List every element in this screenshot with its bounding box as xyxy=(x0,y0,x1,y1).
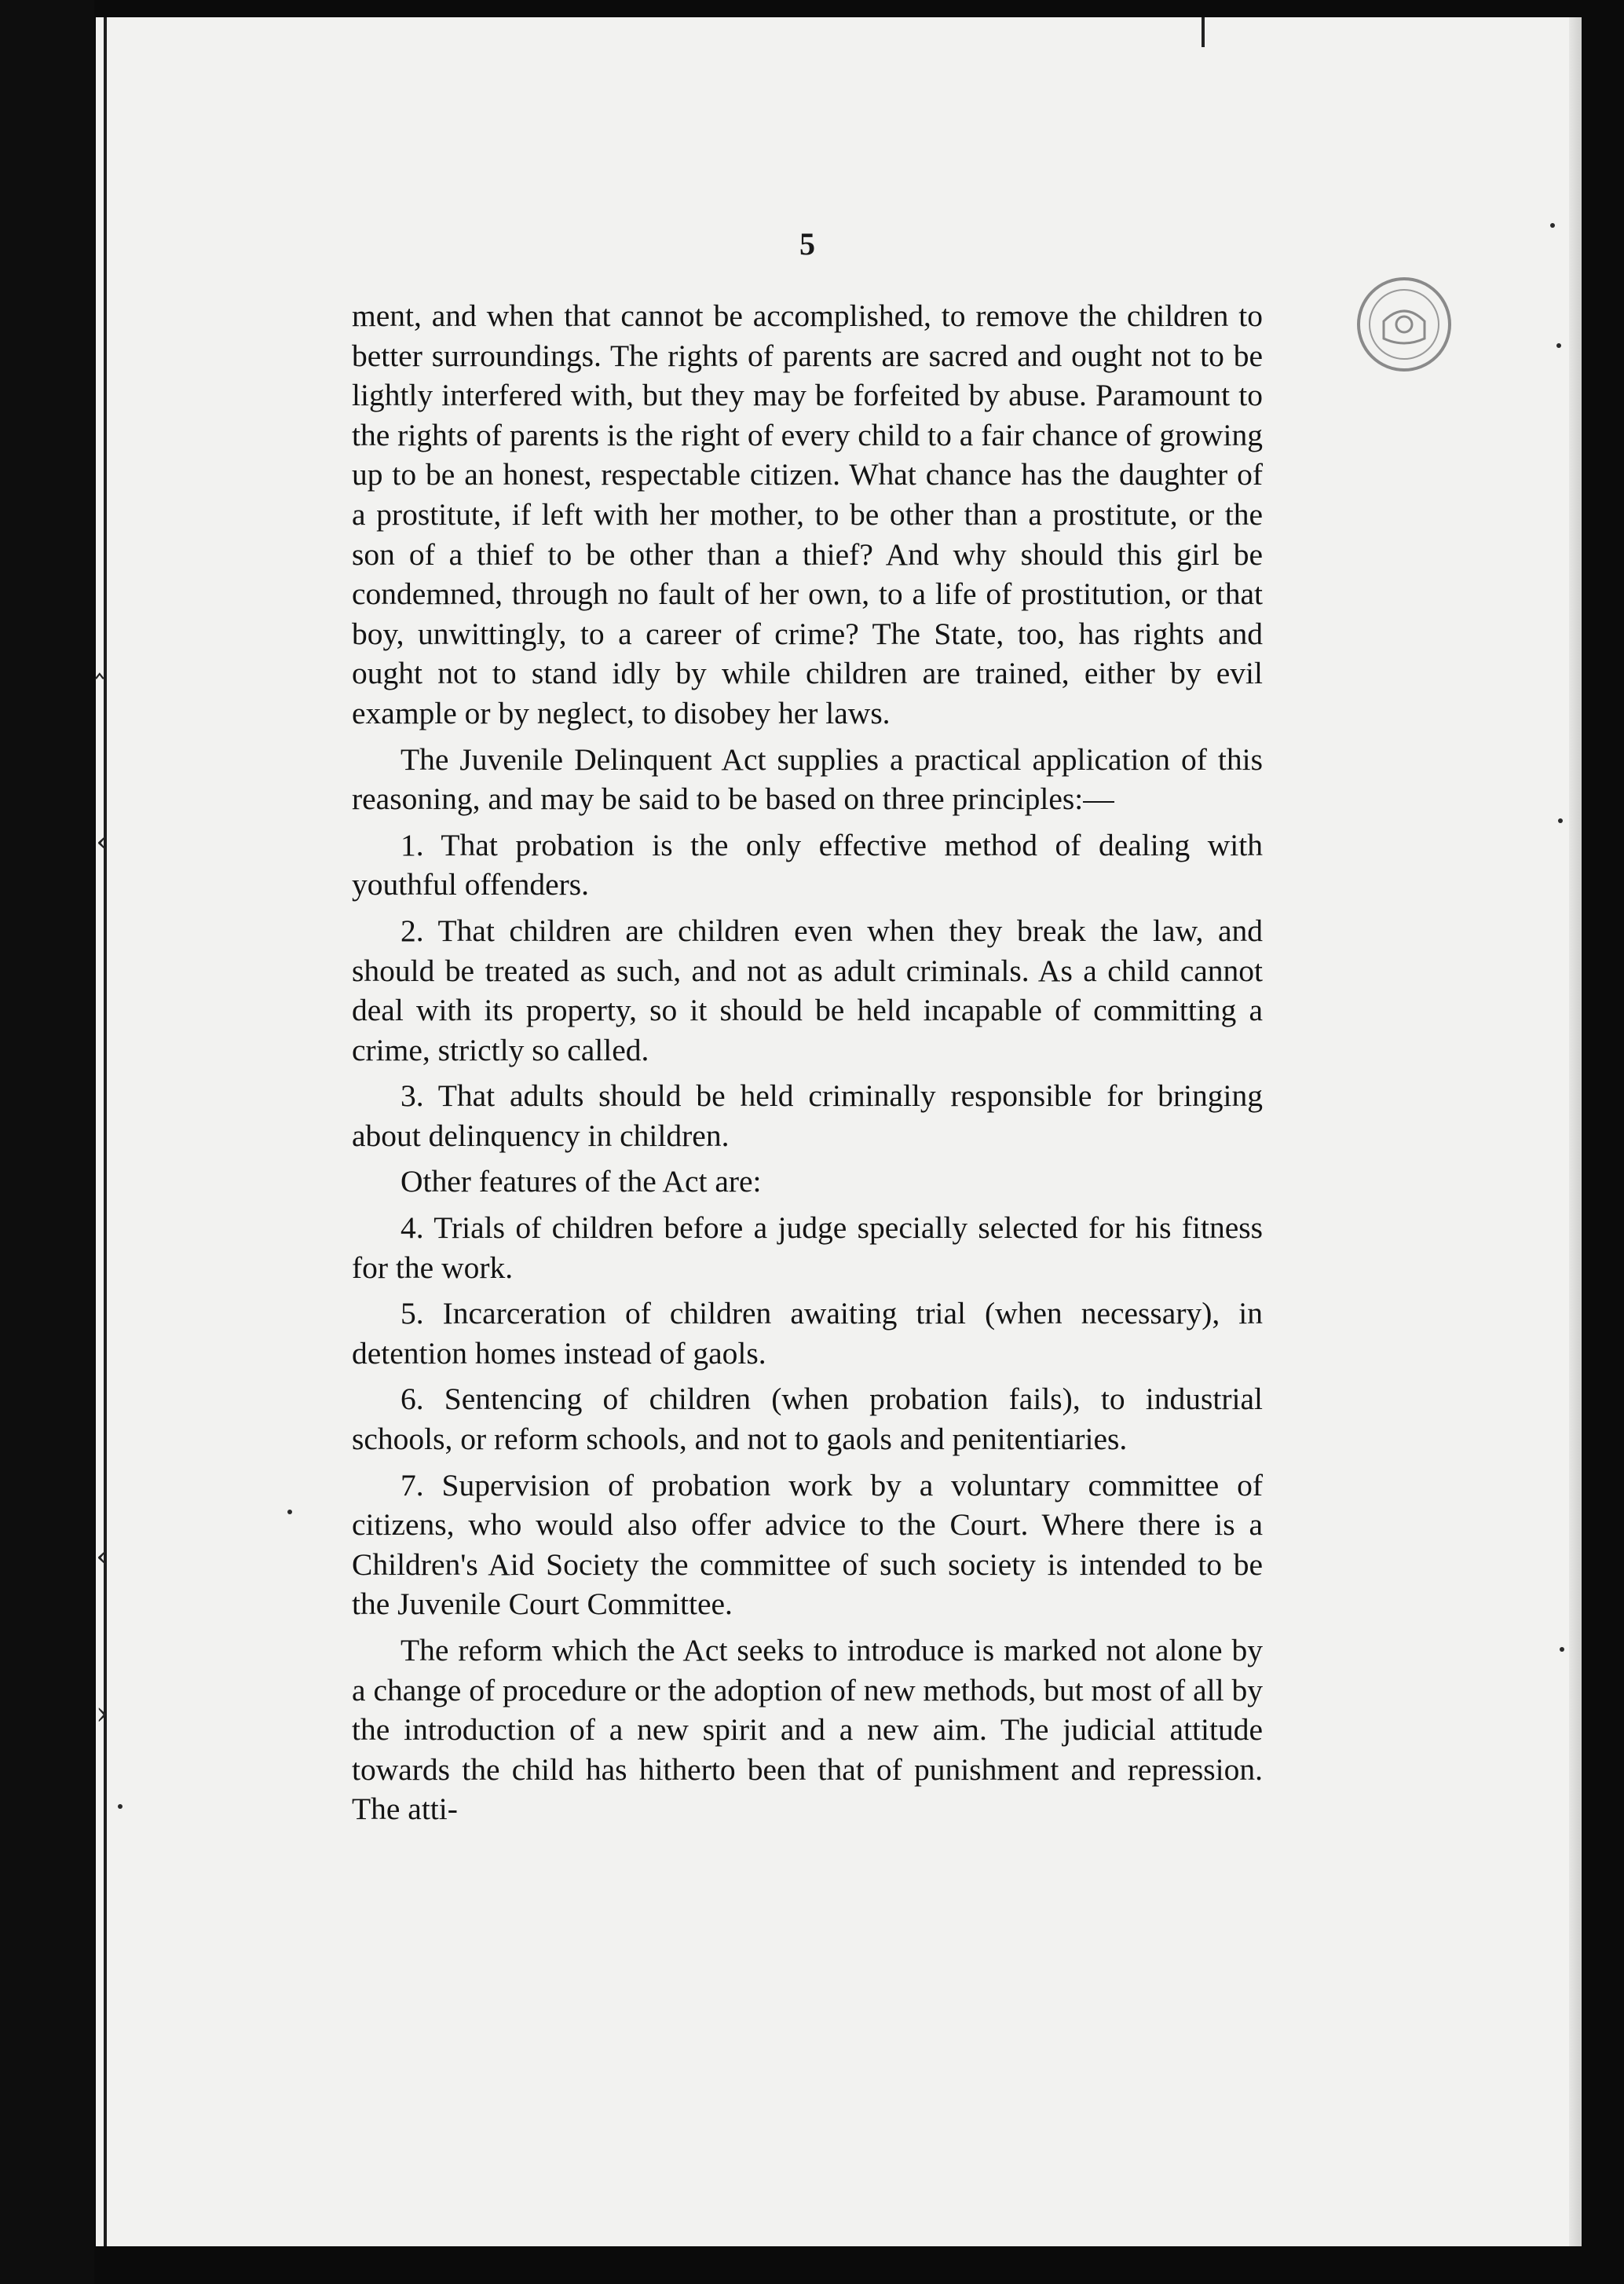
binding-mark: › xyxy=(96,1696,108,1732)
scan-artifact xyxy=(1556,343,1561,348)
paragraph: The Juvenile Delinquent Act supplies a practical application of this reasoning, and may be said to be based on three principles:— xyxy=(352,741,1263,817)
paragraph: The reform which the Act seeks to introduce is marked not alone by a change of procedure or the adoption of new methods, but most of all by the introduction of a new spirit and a new aim. The judicial attitude towards the child has hitherto been that of punishment and repression. The atti- xyxy=(352,1633,1263,1827)
scan-artifact xyxy=(1558,818,1563,823)
scan-artifact xyxy=(1550,223,1555,228)
scan-artifact xyxy=(118,1804,123,1809)
scan-artifact xyxy=(287,1510,292,1514)
list-item: 5. Incarceration of children awaiting trial (when necessary), in detention homes instead of gaols. xyxy=(352,1296,1263,1371)
scan-margin-left xyxy=(0,0,94,2284)
scan-artifact xyxy=(1560,1647,1564,1652)
library-stamp-seal xyxy=(1352,273,1456,376)
binding-mark: ‹ xyxy=(96,1539,108,1575)
binding-mark: ‹ xyxy=(96,824,108,860)
list-item: 7. Supervision of probation work by a voluntary committee of citizens, who would also offer advice to the Court. Where there is a Children's Aid Society the committee of such society is intended to be the Juvenile Court Committee. xyxy=(352,1467,1263,1622)
list-item: 3. That adults should be held criminally responsible for bringing about delinquency in children. xyxy=(352,1078,1263,1153)
binding-edge xyxy=(104,17,107,2246)
document-page xyxy=(96,17,1582,2246)
scan-artifact xyxy=(1202,17,1205,47)
binding-mark: ‸ xyxy=(94,643,105,679)
paragraph: ment, and when that cannot be accomplished, to remove the children to better surroundings. The rights of parents are sacred and ought not to be lightly interfered with, but they may be forfeited by abuse. Paramount to the rights of parents is the right of every child to a fair chance of growing up to be an honest, respectable citizen. What chance has the daughter of a prostitute, if left with her mother, to be other than a prostitute, or the son of a thief to be other than a thief? And why should this girl be condemned, through no fault of her own, to a life of prostitution, or that boy, unwittingly, to a career of crime? The State, too, has rights and ought not to stand idly by while children are trained, either by evil example or by neglect, to disobey her laws. xyxy=(352,298,1263,730)
list-item: 1. That probation is the only effective method of dealing with youthful offenders. xyxy=(352,827,1263,902)
list-item: 4. Trials of children before a judge specially selected for his fitness for the work. xyxy=(352,1210,1263,1285)
paragraph: Other features of the Act are: xyxy=(401,1164,762,1199)
page-number: 5 xyxy=(799,226,815,262)
list-item: 2. That children are children even when they break the law, and should be treated as such, and not as adult criminals. As a child cannot deal with its property, so it should be held incapable of committing a crime, strictly so called. xyxy=(352,913,1263,1067)
list-item: 6. Sentencing of children (when probation fails), to industrial schools, or reform schools, and not to gaols and penitentiaries. xyxy=(352,1382,1263,1457)
body-text xyxy=(352,296,1263,1836)
page-edge xyxy=(1569,17,1582,2246)
